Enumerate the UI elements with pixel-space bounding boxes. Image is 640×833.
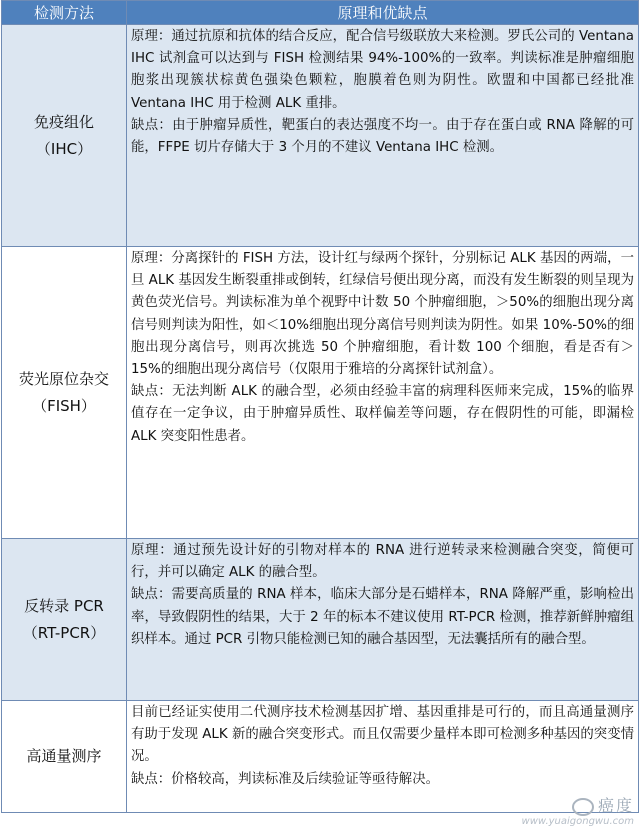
principle-text: 原理：通过预先设计好的引物对样本的 RNA 进行逆转录来检测融合突变，简便可行，并可以确定 ALK 的融合型。 — [131, 543, 634, 581]
table-row — [2, 701, 639, 813]
table-row — [2, 25, 639, 247]
description-cell — [127, 25, 639, 247]
table-row — [2, 247, 639, 539]
method-cell — [2, 539, 127, 701]
drawback-text: 缺点：由于肿瘤异质性，靶蛋白的表达强度不均一。由于存在蛋白或 RNA 降解的可能，FFPE 切片存储大于 3 个月的不建议 Ventana IHC 检测。 — [131, 117, 634, 156]
header-principle: 原理和优缺点 — [127, 1, 639, 25]
drawback-text: 缺点：需要高质量的 RNA 样本，临床大部分是石蜡样本，RNA 降解严重，影响检出率，导致假阴性的结果，大于 2 年的标本不建议使用 RT-PCR 检测，推荐新鲜肿瘤组织样本。通过 PCR 引物只能检测已知的融合基因型，无法囊括所有的融合型。 — [131, 587, 634, 647]
principle-text: 原理：分离探针的 FISH 方法，设计红与绿两个探针，分别标记 ALK 基因的两端，一旦 ALK 基因发生断裂重排或倒转，红绿信号便出现分离，而没有发生断裂的则呈现为黄色荧光信号。判读标准为单个视野中计数 50 个肿瘤细胞，＞50%的细胞出现分离信号则判读为阳性，如＜10%细胞出现分离信号则判读为阴性。如果 10%-50%的细胞出现分离信号，则再次挑选 50 个肿瘤细胞，看计数 100 个细胞，看是否有＞15%的细胞出现分离信号（仅限用于雅培的分离探针试剂盒）。 — [131, 251, 634, 378]
drawback-text: 缺点：价格较高，判读标准及后续验证等亟待解决。 — [131, 771, 439, 787]
watermark-name: 癌度 — [597, 796, 634, 815]
method-name: 免疫组化 — [33, 112, 94, 131]
principle-text: 目前已经证实使用二代测序技术检测基因扩增、基因重排是可行的，而且高通量测序有助于发现 ALK 新的融合突变形式。而且仅需要少量样本即可检测多种基因的突变情况。 — [131, 705, 634, 765]
table-row — [2, 539, 639, 701]
method-name: 高通量测序 — [26, 747, 102, 765]
description-cell — [127, 247, 639, 539]
header-row — [2, 1, 639, 25]
principle-text: 原理：通过抗原和抗体的结合反应，配合信号级联放大来检测。罗氏公司的 Ventana IHC 试剂盒可以达到与 FISH 检测结果 94%-100%的一致率。判读标准是肿瘤细胞胞浆出现簇状棕黄色强染色颗粒，胞膜着色则为阴性。欧盟和中国都已经批准 Ventana IHC 用于检测 ALK 重排。 — [131, 29, 634, 111]
description-cell — [127, 539, 639, 701]
method-cell — [2, 701, 127, 813]
methods-table — [1, 0, 639, 813]
method-abbr: （FISH） — [32, 396, 96, 415]
method-abbr: （IHC） — [35, 139, 93, 158]
watermark-url: www.yuaigongwu.com — [521, 816, 634, 827]
method-cell — [2, 247, 127, 539]
description-cell — [127, 701, 639, 813]
method-name: 反转录 PCR — [24, 596, 104, 615]
drawback-text: 缺点：无法判断 ALK 的融合型，必须由经验丰富的病理科医师来完成，15%的临界值存在一定争议，由于肿瘤异质性、取样偏差等问题，存在假阴性的可能，即漏检 ALK 突变阳性患者。 — [131, 384, 634, 444]
method-cell — [2, 25, 127, 247]
header-method: 检测方法 — [2, 1, 127, 25]
method-name: 荧光原位杂交 — [18, 369, 109, 388]
method-abbr: （RT-PCR） — [22, 623, 106, 642]
